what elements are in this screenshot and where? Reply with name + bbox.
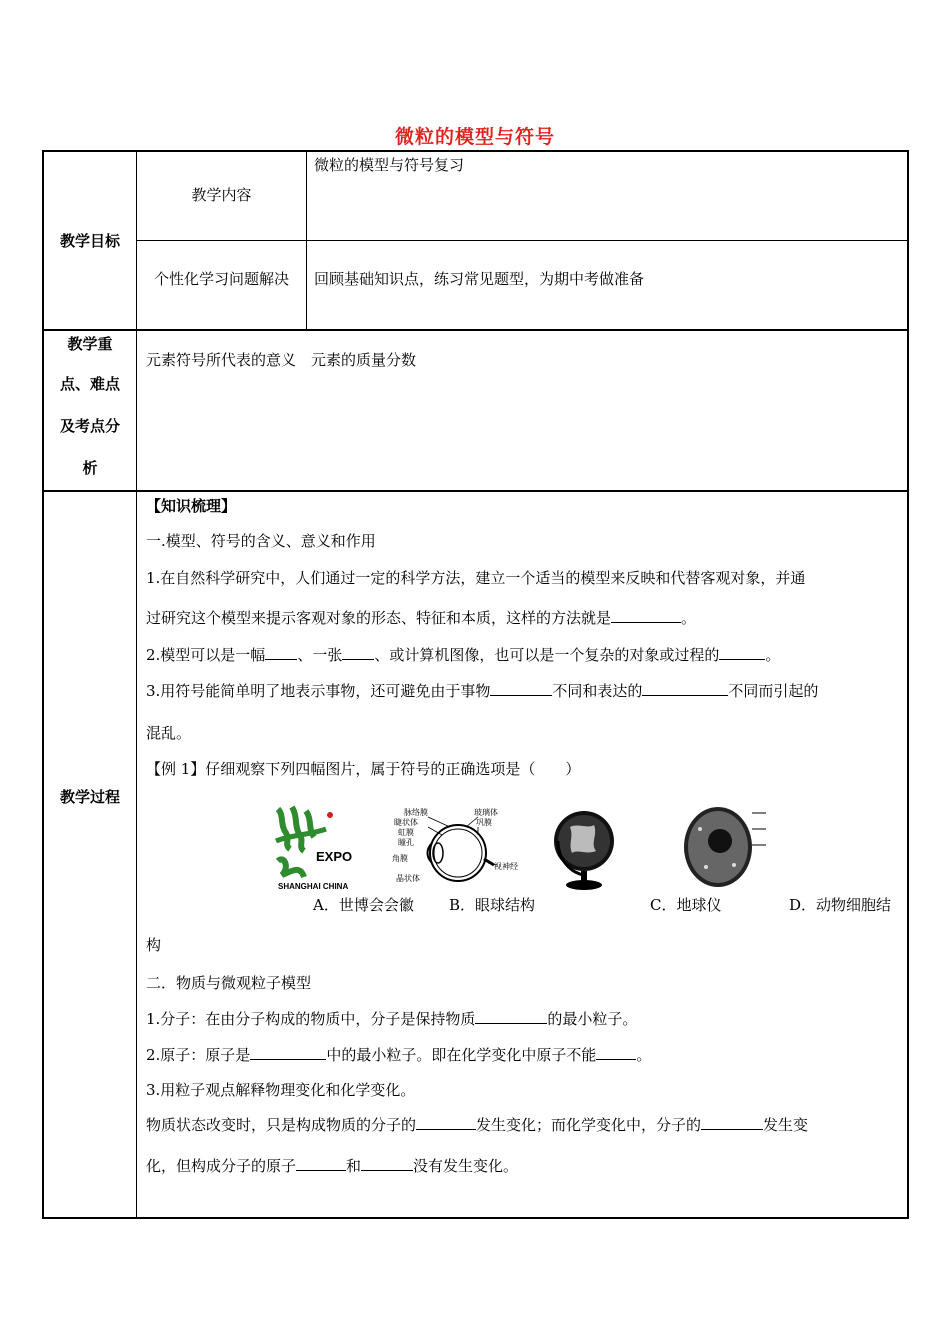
question-5-text-a: 化，但构成分子的原子 [146,1157,297,1175]
question-2-text-a: 2.原子：原子是 [146,1046,251,1064]
question-5 [146,1156,901,1176]
answer-blank[interactable] [642,681,728,696]
eye-label-lens: 晶状体 [396,874,420,883]
option-d: D．动物细胞结 [789,896,892,914]
paragraph-2-text-a: 2.模型可以是一幅 [146,646,266,664]
focus-header-line-4: 析 [82,459,98,477]
page-title: 微粒的模型与符号 [394,126,555,148]
column-divider [136,150,137,1219]
expo-logo-text: EXPO [316,849,353,864]
answer-blank[interactable] [701,1115,763,1130]
paragraph-2-text-d: 。 [765,646,781,664]
answer-blank[interactable] [416,1115,476,1130]
answer-blank[interactable] [475,1009,547,1024]
content-value: 微粒的模型与符号复习 [314,156,465,174]
eye-label-pupil: 瞳孔 [398,838,414,847]
focus-header-line-1: 教学重 [67,335,113,353]
paragraph-2-text-c: 、或计算机图像，也可以是一个复杂的对象或过程的 [374,646,720,664]
row-divider-1 [42,329,909,331]
eye-label-sclera: 巩膜 [476,818,492,827]
question-1 [146,1009,901,1029]
paragraph-3-text-c: 不同而引起的 [728,682,819,700]
knowledge-section-title: 【知识梳理】 [146,497,237,515]
objectives-row-divider [136,240,908,241]
expo-logo-subtext: SHANGHAI CHINA [278,882,349,891]
question-5-text-c: 没有发生变化。 [413,1157,519,1175]
expo-logo-image [270,805,370,891]
paragraph-1a: 1.在自然科学研究中，人们通过一定的科学方法，建立一个适当的模型来反映和代替客观对象，并通 [146,569,806,587]
paragraph-1b [146,608,901,628]
row-divider-2 [42,490,909,492]
question-5-text-b: 和 [346,1157,362,1175]
option-c: C．地球仪 [650,896,722,914]
paragraph-3-end: 混乱。 [146,724,192,742]
focus-value: 元素符号所代表的意义 元素的质量分数 [146,351,417,369]
question-4-text-b: 发生变化；而化学变化中，分子的 [476,1116,702,1134]
eye-label-vitreous: 玻璃体 [474,808,498,817]
question-2-text-b: 中的最小粒子。即在化学变化中原子不能 [326,1046,597,1064]
question-3: 3.用粒子观点解释物理变化和化学变化。 [146,1081,416,1099]
example-question: 【例 1】仔细观察下列四幅图片，属于符号的正确选项是（ ） [146,760,581,778]
question-1-text-a: 1.分子：在由分子构成的物质中，分子是保持物质 [146,1010,476,1028]
paragraph-1b-text: 过研究这个模型来提示客观对象的形态、特征和本质，这样的方法就是 [146,609,612,627]
objectives-header: 教学目标 [59,232,120,250]
paragraph-2-text-b: 、一张 [297,646,343,664]
question-2-text-c: 。 [636,1046,652,1064]
answer-blank[interactable] [596,1045,636,1060]
answer-blank[interactable] [250,1045,326,1060]
example-images [270,805,770,895]
question-1-text-b: 的最小粒子。 [547,1010,638,1028]
answer-blank[interactable] [296,1156,346,1171]
option-a: A．世博会会徽 [313,896,414,914]
answer-blank[interactable] [342,645,374,660]
section-one-heading: 一.模型、符号的含义、意义和作用 [146,532,376,550]
personal-label: 个性化学习问题解决 [153,270,289,288]
answer-blank[interactable] [361,1156,413,1171]
table-border-right [907,150,909,1219]
paragraph-2 [146,645,901,665]
eye-label-optic-nerve: 视神经 [494,862,518,871]
table-border-left [42,150,44,1219]
section-two-heading: 二．物质与微观粒子模型 [146,974,312,992]
paragraph-3-text-b: 不同和表达的 [552,682,643,700]
animal-cell-image [680,805,770,891]
table-border-bottom [42,1217,909,1219]
paragraph-3 [146,681,901,701]
question-2 [146,1045,901,1065]
answer-blank[interactable] [719,645,765,660]
paragraph-3-text-a: 3.用符号能简单明了地表示事物，还可避免由于事物 [146,682,491,700]
eye-label-ciliary: 睫状体 [394,818,418,827]
question-4-text-a: 物质状态改变时，只是构成物质的分子的 [146,1116,417,1134]
eye-label-choroid: 脉络膜 [404,808,428,817]
eye-label-iris: 虹膜 [398,828,414,837]
answer-blank[interactable] [490,681,552,696]
option-d-continued: 构 [146,936,162,954]
eye-label-cornea: 角膜 [392,854,408,863]
answer-blank[interactable] [611,608,681,623]
paragraph-1b-end: 。 [681,609,697,627]
focus-header-line-3: 及考点分 [59,417,120,435]
answer-blank[interactable] [265,645,297,660]
option-b: B．眼球结构 [449,896,536,914]
content-label: 教学内容 [191,186,252,204]
question-4 [146,1115,901,1135]
personal-value: 回顾基础知识点，练习常见题型，为期中考做准备 [314,270,645,288]
question-4-text-c: 发生变 [763,1116,809,1134]
process-header: 教学过程 [59,788,120,806]
table-border-top [42,150,909,152]
focus-header-line-2: 点、难点 [59,375,120,393]
globe-image [550,805,620,891]
eye-structure-image [388,805,548,891]
